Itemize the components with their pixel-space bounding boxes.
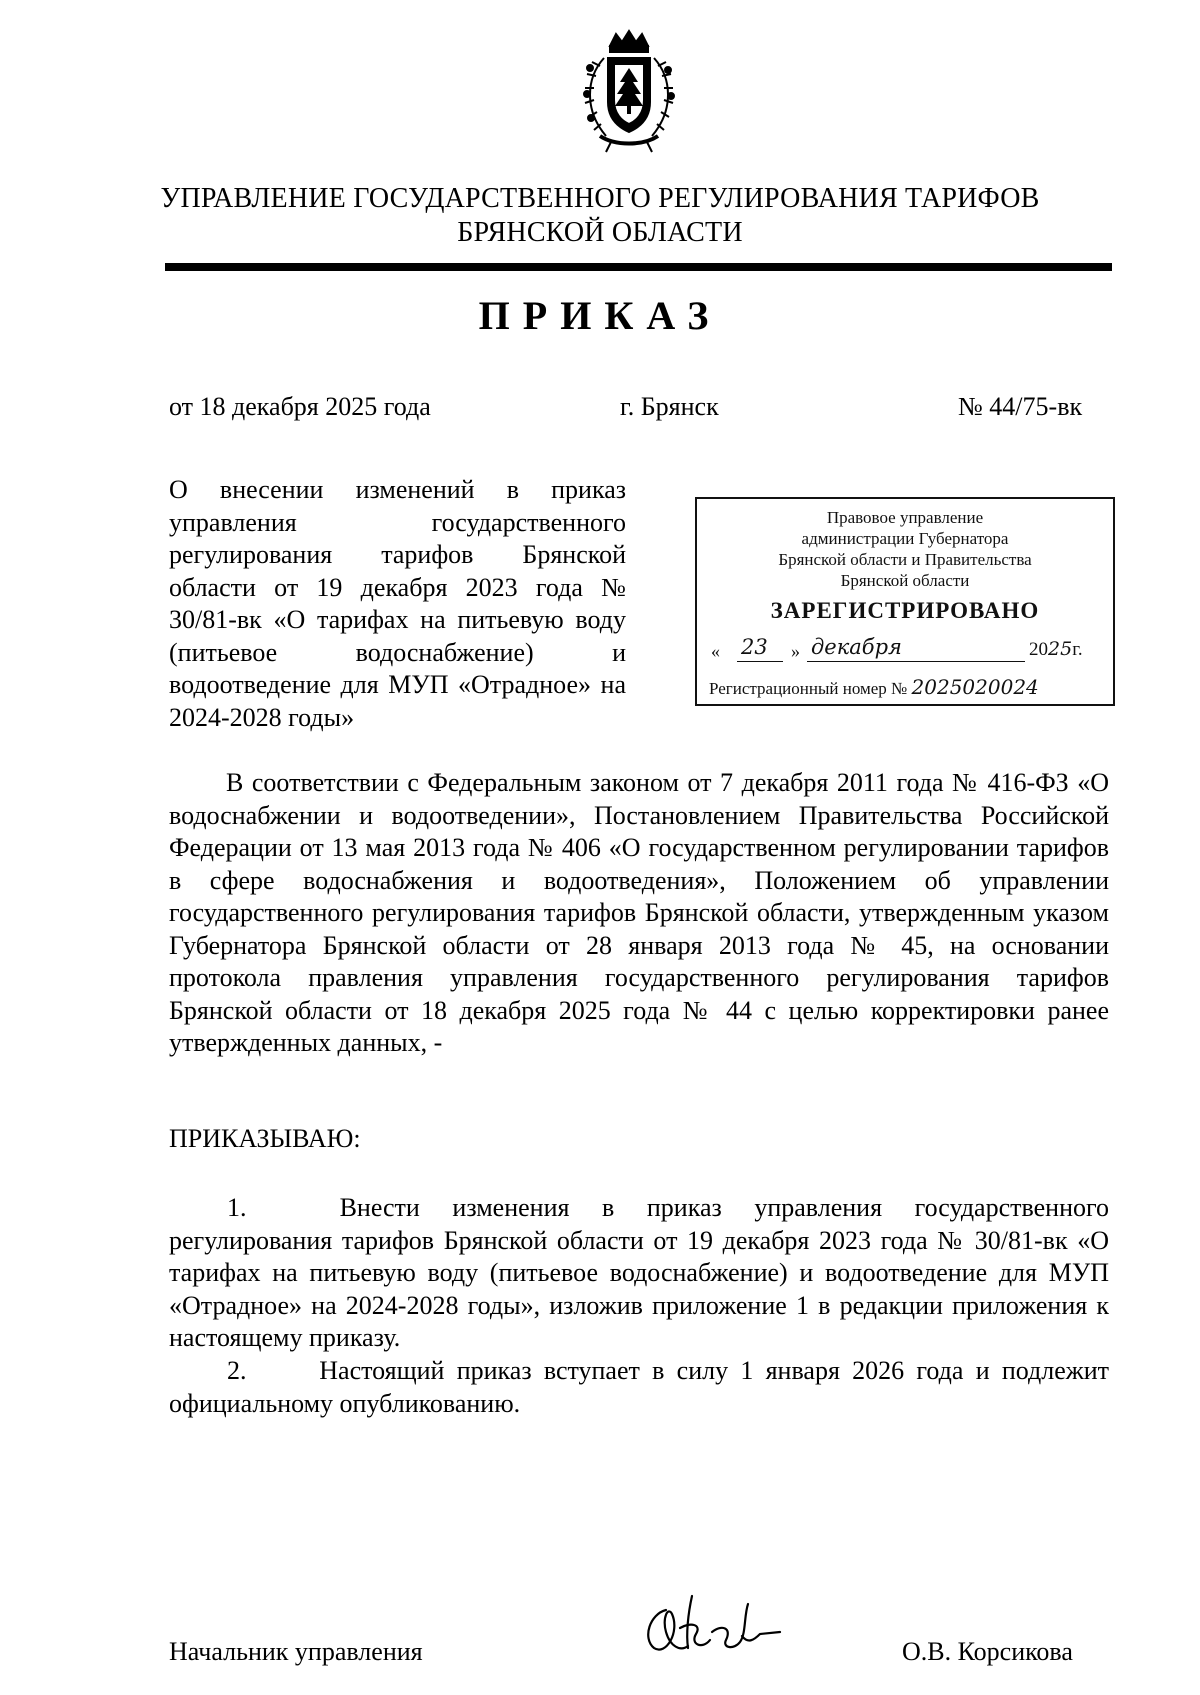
order-item-number: 1.: [227, 1193, 247, 1222]
order-city: г. Брянск: [620, 392, 719, 421]
organization-title-line1: УПРАВЛЕНИЕ ГОСУДАРСТВЕННОГО РЕГУЛИРОВАНИЯ ТАРИФОВ: [160, 183, 1040, 214]
handwritten-signature: [636, 1588, 796, 1672]
stamp-date-day: 23: [741, 635, 768, 659]
order-item-text: Внести изменения в приказ управления государственного регулирования тарифов Брянской области от 19 декабря 2023 года № 30/81-вк «О тарифах на питьевую воду (питьевое водоснабжение) и водоотведение для МУП «Отрадное» на 2024-2028 годы», изложив приложение 1 в редакции приложения к настоящему приказу.: [169, 1193, 1109, 1352]
preamble-paragraph: В соответствии с Федеральным законом от 7 декабря 2011 года № 416-ФЗ «О водоснабжении и водоотведении», Постановлением Правительства Российской Федерации от 13 мая 2013 года № 406 «О государственном регулировании тарифов в сфере водоснабжения и водоотведения», Положением об управлении государственного регулирования тарифов Брянской области, утвержденным указом Губернатора Брянской области от 28 января 2013 года № 45, на основании протокола правления управления государственного регулирования тарифов Брянской области от 18 декабря 2025 года № 44 с целью корректировки ранее утвержденных данных, -: [169, 768, 1109, 1057]
registration-stamp: [695, 497, 1115, 706]
stamp-line-1: Правовое управление: [826, 508, 984, 527]
header-divider: [165, 263, 1112, 271]
order-number: № 44/75-вк: [958, 392, 1083, 421]
stamp-day-underline: [737, 661, 783, 662]
stamp-month-underline: [807, 661, 1025, 662]
stamp-date-year-end: г.: [1072, 639, 1083, 660]
coat-of-arms-icon: [570, 28, 688, 154]
organization-title-line2: БРЯНСКОЙ ОБЛАСТИ: [457, 217, 743, 248]
stamp-date-month: декабря: [811, 635, 902, 659]
order-item-text: Настоящий приказ вступает в силу 1 января 2026 года и подлежит официальному опубликованию.: [169, 1356, 1110, 1418]
document-type-title: ПРИКАЗ: [478, 293, 722, 338]
stamp-reg-label: Регистрационный номер №: [709, 679, 908, 698]
stamp-registered-label: ЗАРЕГИСТРИРОВАНО: [770, 598, 1040, 623]
stamp-quote-open: «: [711, 641, 720, 661]
order-item-2: [169, 1355, 1109, 1420]
orders-heading: ПРИКАЗЫВАЮ:: [169, 1124, 361, 1153]
signatory-name: О.В. Корсикова: [902, 1637, 1073, 1666]
order-subject: О внесении изменений в приказ управления государственного регулирования тарифов Брянской области от 19 декабря 2023 года № 30/81-вк «О тарифах на питьевую воду (питьевое водоснабжение) и водоотведение для МУП «Отрадное» на 2024-2028 годы»: [169, 475, 626, 732]
stamp-reg-value: 2025020024: [911, 675, 1039, 699]
stamp-line-4: Брянской области: [840, 571, 970, 590]
organization-title: [120, 182, 1080, 250]
stamp-date: [711, 635, 1103, 665]
signatory-position: Начальник управления: [169, 1637, 423, 1666]
order-item-number: 2.: [227, 1356, 247, 1385]
stamp-date-year: [1029, 638, 1083, 661]
stamp-registration-number: [709, 675, 1109, 699]
stamp-line-3: Брянской области и Правительства: [778, 550, 1032, 569]
stamp-date-year-suffix: 25: [1048, 638, 1073, 660]
order-date: от 18 декабря 2025 года: [169, 392, 431, 421]
stamp-date-year-prefix: 20: [1029, 639, 1048, 660]
stamp-line-2: администрации Губернатора: [801, 529, 1009, 548]
order-item-1: [169, 1192, 1109, 1355]
stamp-quote-close: »: [791, 641, 800, 661]
